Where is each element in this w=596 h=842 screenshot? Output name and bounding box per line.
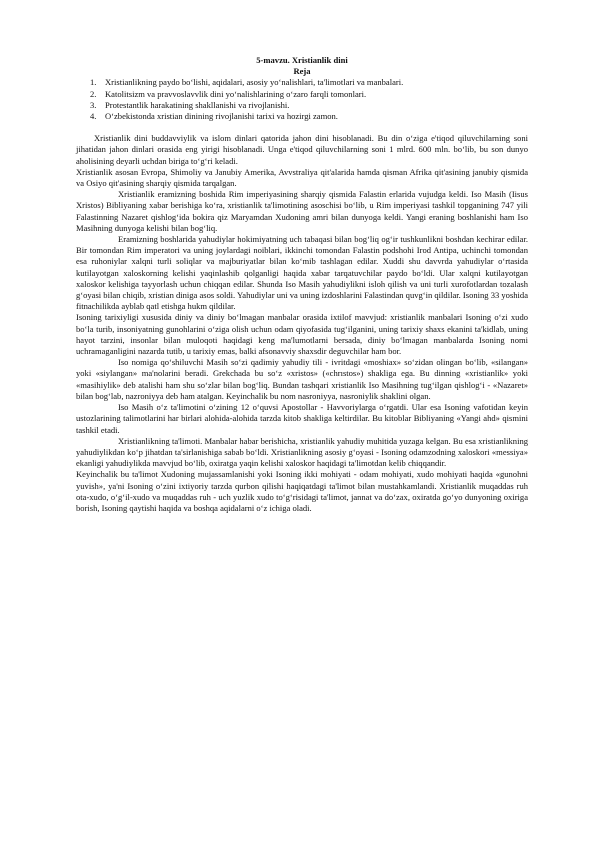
document-title: 5-mavzu. Xristianlik dini bbox=[256, 55, 348, 65]
plan-item-text: Katolitsizm va pravvoslavvlik dini yo‘nalishlarining o‘zaro farqli tomonlari. bbox=[105, 88, 367, 99]
body-paragraph: Keyinchalik bu ta'limot Xudoning mujassamlanishi yoki Isoning ikki mohiyati - odam mohiyati, xudo mohiyati haqida «gunohni yuvish», ya'ni Isoning o‘zini ixtiyoriy tarzda qurbon qilishi haqiqatdagi ta'limot bilan mustahkamlandi. Xristianlik muqaddas ruh ota-xudo, o‘g‘il-xudo va muqaddas ruh - uch yuzlik xudo to‘g‘risidagi ta'limot, jannat va do‘zax, oxiratda go‘yo dunyoning oxiriga borish, Isoning qaytishi haqida va boshqa aqidalarni o‘z ichiga oladi. bbox=[76, 469, 528, 513]
body-paragraph: Eramizning boshlarida yahudiylar hokimiyatning uch tabaqasi bilan bog‘liq og‘ir tushkunlikni boshdan kechirar edilar. Bir tomondan Rim imperatori va uning joylardagi noiblari, ikkinchi tomondan Falastin podshohi Irod Antipa, uchinchi tomondan esa ruhoniylar xalqni turli soliqlar va majburiyatlar bilan ko‘mib tashlagan edilar. Xuddi shu davvrda yahudiylar o‘rtasida kutilayotgan xaloskorning kelishi yaqinlashib qolganligi haqida xabar tarqatuvchilar paydo bo‘ldi. Ular xalqni kutilayotgan xaloskor kelishiga tayyorlash uchun chiqqan edilar. Shunda Iso Masih yahudiylikni isloh qilish va uni turli xurofotlardan tozalash g‘oyasi bilan chiqib, xristian diniga asos soldi. Yahudiylar uni va uning izdoshlarini Falastindan quvg‘in qildilar. Isoning 33 yoshida fitnachilikda ayblab qatl etishga hukm qildilar. bbox=[76, 234, 528, 312]
body-paragraph: Iso nomiga qo‘shiluvchi Masih so‘zi qadimiy yahudiy tili - ivritdagi «moshiax» so‘zidan olingan bo‘lib, «silangan» yoki «siylangan» ma'nolarini beradi. Grekchada bu so‘z «xristos» («chrıstos») shakliga ega. Bu dinning «xristianlik» yoki «masihiylik» deb atalishi ham shu so‘zlar bilan bog‘liq. Bundan tashqari xristianlik Iso Masihning tug‘ilgan qishlog‘i - «Nazaret» bilan bog‘lab, nazroniyya deb ham atalgan. Keyinchalik bu nom nasroniyya, nasroniylik shaklini olgan. bbox=[76, 357, 528, 401]
plan-item-number: 3. bbox=[90, 99, 97, 110]
body-paragraph: Xristianlik asosan Evropa, Shimoliy va Janubiy Amerika, Avvstraliya qit'alarida hamda qisman Afrika qit'asining janubiy qismida va Osiyo qit'asining sharqiy qismida tarqalgan. bbox=[76, 166, 528, 189]
plan-title: Reja bbox=[293, 66, 311, 77]
plan-item-text: O‘zbekistonda xristian dinining rivojlanishi tarixi va hozirgi zamon. bbox=[105, 111, 338, 122]
body-paragraph: Xristianlik dini buddavviylik va islom dinlari qatorida jahon dini hisoblanadi. Bu din o‘ziga e'tiqod qiluvchilarning soni jihatidan jahon dinlari orasida eng yirigi hisoblanadi. Unga e'tiqod qiluvchilarning soni 1 mlrd. 600 mln. bo‘lib, bu son dunyo aholisining deyarli uchdan biriga to‘g‘ri keladi. bbox=[76, 133, 528, 166]
plan-item bbox=[76, 77, 528, 88]
plan-item bbox=[76, 89, 528, 100]
plan-item-text: Protestantlik harakatining shakllanishi va rivojlanishi. bbox=[105, 99, 290, 110]
document-page bbox=[76, 55, 528, 514]
plan-item bbox=[76, 100, 528, 111]
plan-list bbox=[76, 77, 528, 122]
plan-item-text: Xristianlikning paydo bo‘lishi, aqidalari, asosiy yo‘nalishlari, ta'limotlari va manbalari. bbox=[105, 77, 404, 88]
body-paragraph: Isoning tarixiyligi xususida diniy va diniy bo‘lmagan manbalar orasida ixtilof mavvjud: xristianlik manbalari Isoning o‘zi xudo bo‘la turib, insoniyatning gunohlarini o‘ziga olish uchun odam qiyofasida tug‘ilganini, uning tarixiy shaxs ekanini ta'kidlab, uning hayot tarzini, insonlar bilan muloqoti haqidagi keng ma'lumotlarni bersada, diniy bo‘lmagan manbalarda Isoning nomi uchramaganligini nazarda tutib, u tarixiy emas, balki afsonavviy shaxsdir deguvchilar ham bor. bbox=[76, 312, 528, 357]
spacer bbox=[76, 122, 528, 133]
plan-item-number: 2. bbox=[90, 88, 97, 99]
body-paragraph: Xristianlik eramizning boshida Rim imperiyasining sharqiy qismida Falastin erlarida vujudga keldi. Iso Masih (Iisus Xristos) Bibliyaning xabar berishiga ko‘ra, xristianlik ta'limotining asoschisi bo‘lib, u Rim imperiyasi tashkil topganining 747 yili Falastinning Nazaret qishlog‘ida bokira qiz Maryamdan Xudoning amri bilan dunyoga keldi. Yangi eraning boshlanishi ham Iso Masihning dunyoga kelishi bilan bog‘liq. bbox=[76, 189, 528, 233]
plan-item-number: 4. bbox=[90, 111, 97, 122]
body-paragraph: Xristianlikning ta'limoti. Manbalar habar berishicha, xristianlik yahudiy muhitida yuzaga kelgan. Bu esa xristianlikning yahudiylikdan ko‘p jihatdan ta'sirlanishiga sabab bo‘ldi. Xristianlikning asosiy g‘oyasi - Isoning odamzodning xaloskori «messiya» ekanligi yahudiylikda mavvjud bo‘lib, oxiratga yaqin kelishi xaloskor haqidagi ta'limotdan kelib chiqqandir. bbox=[76, 435, 528, 469]
body-paragraph: Iso Masih o‘z ta'limotini o‘zining 12 o‘quvsi Apostollar - Havvoriylarga o‘rgatdi. Ular esa Isoning vafotidan keyin ustozlarining talimotlarini har birlari alohida-alohida tarzda kitob shakliga keltirdilar. Bu kitoblar Bibliyaning «Yangi ahd» qismini tashkil etadi. bbox=[76, 402, 528, 435]
plan-item-number: 1. bbox=[90, 77, 97, 88]
plan-item bbox=[76, 111, 528, 122]
